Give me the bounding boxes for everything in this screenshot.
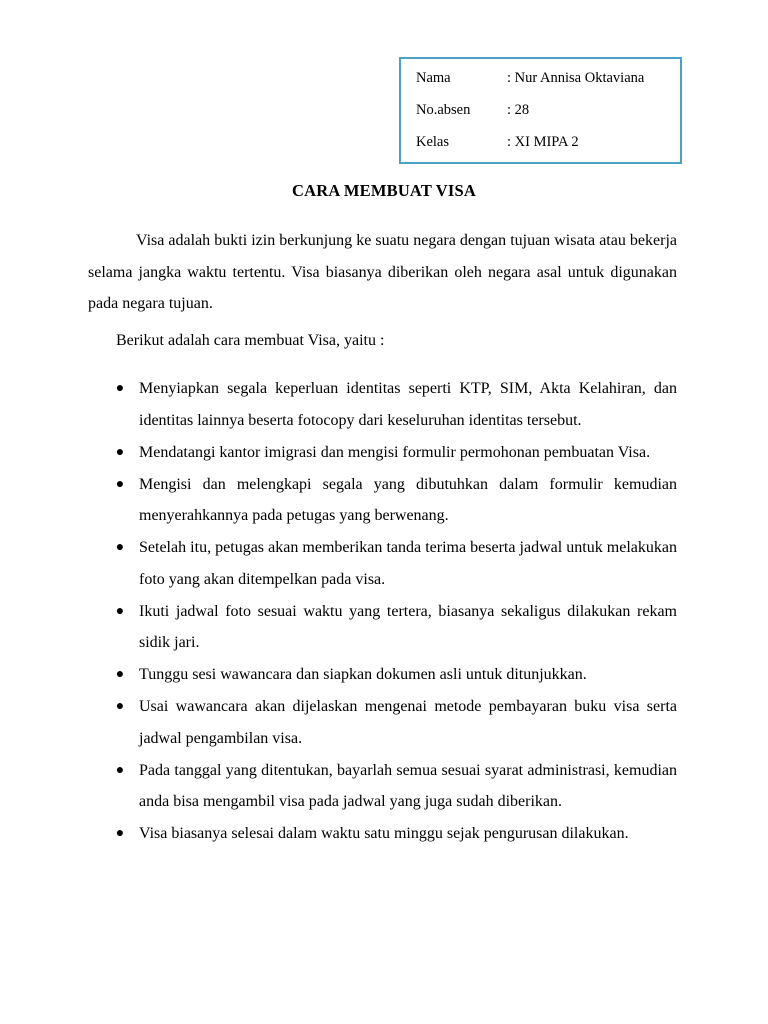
list-item <box>115 532 677 595</box>
bullet-icon: ● <box>115 444 125 460</box>
step-text: Pada tanggal yang ditentukan, bayarlah semua sesuai syarat administrasi, kemudian anda bisa mengambil visa pada jadwal yang juga sudah diberikan. <box>139 761 677 810</box>
identity-value: : Nur Annisa Oktaviana <box>507 70 645 86</box>
list-item <box>115 437 677 469</box>
step-text: Menyiapkan segala keperluan identitas seperti KTP, SIM, Akta Kelahiran, dan identitas lainnya beserta fotocopy dari keseluruhan identitas tersebut. <box>139 380 677 429</box>
identity-label: No.absen <box>416 102 471 118</box>
identity-box <box>399 57 682 164</box>
list-item <box>115 691 677 754</box>
identity-label: Nama <box>416 70 451 86</box>
bullet-icon: ● <box>115 699 125 714</box>
step-text: Mengisi dan melengkapi segala yang dibutuhkan dalam formulir kemudian menyerahkannya pada petugas yang berwenang. <box>139 475 677 524</box>
step-text: Mendatangi kantor imigrasi dan mengisi formulir permohonan pembuatan Visa. <box>139 443 651 461</box>
step-text: Visa biasanya selesai dalam waktu satu minggu sejak pengurusan dilakukan. <box>139 825 629 842</box>
list-item <box>115 373 677 436</box>
step-text: Usai wawancara akan dijelaskan mengenai metode pembayaran buku visa serta jadwal pengambilan visa. <box>139 698 677 747</box>
list-item <box>115 755 677 818</box>
step-text: Setelah itu, petugas akan memberikan tanda terima beserta jadwal untuk melakukan foto yang akan ditempelkan pada visa. <box>139 539 677 588</box>
list-item <box>115 469 677 532</box>
bullet-icon: ● <box>115 540 125 555</box>
step-text: Tunggu sesi wawancara dan siapkan dokumen asli untuk ditunjukkan. <box>139 666 587 683</box>
list-item <box>115 659 677 691</box>
identity-value: : XI MIPA 2 <box>507 134 579 150</box>
bullet-icon: ● <box>115 381 125 396</box>
document-title: CARA MEMBUAT VISA <box>291 181 476 200</box>
bullet-icon: ● <box>115 603 125 619</box>
list-item <box>115 596 677 659</box>
identity-label: Kelas <box>416 134 450 150</box>
step-text: Ikuti jadwal foto sesuai waktu yang tertera, biasanya sekaligus dilakukan rekam sidik jari. <box>139 602 677 651</box>
bullet-icon: ● <box>115 476 125 492</box>
list-item <box>115 818 677 850</box>
bullet-icon: ● <box>115 762 125 778</box>
list-lead-text: Berikut adalah cara membuat Visa, yaitu : <box>116 332 385 349</box>
identity-value: : 28 <box>507 102 530 118</box>
bullet-icon: ● <box>115 826 125 841</box>
steps-list <box>115 373 677 850</box>
intro-paragraph: Visa adalah bukti izin berkunjung ke suatu negara dengan tujuan wisata atau bekerja selama jangka waktu tertentu. Visa biasanya diberikan oleh negara asal untuk digunakan pada negara tujuan. <box>88 232 677 312</box>
bullet-icon: ● <box>115 667 125 682</box>
